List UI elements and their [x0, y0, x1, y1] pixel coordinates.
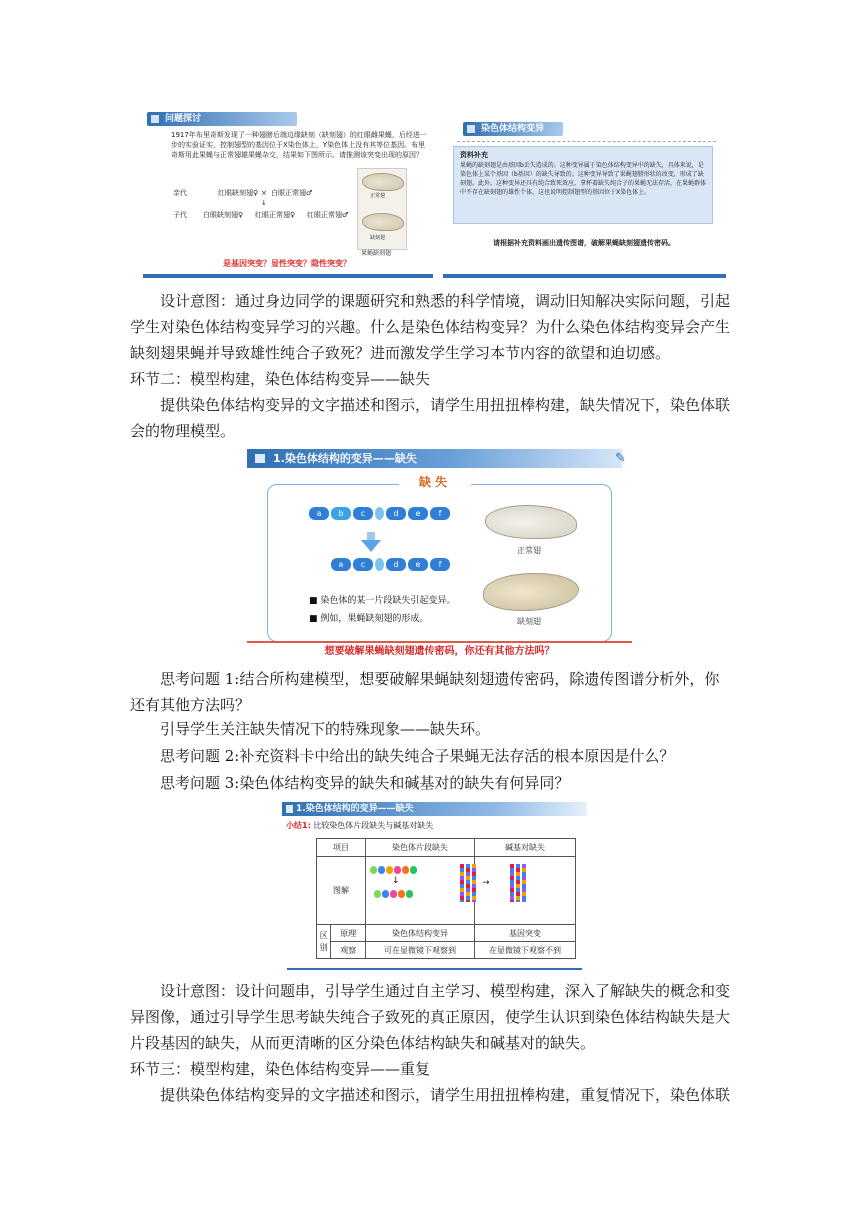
- cross-arrow: ↓: [261, 199, 267, 207]
- row-observe-label: 观察: [331, 942, 366, 959]
- section-2-title: 环节二：模型构建，染色体结构变异——缺失: [130, 370, 431, 388]
- dna-strand-icon: [466, 864, 470, 902]
- cross-f1-label: 子代: [173, 211, 187, 219]
- pencil-icon: ✎: [615, 451, 626, 466]
- cross-f1-b: 红眼正常翅♀: [255, 211, 296, 219]
- gene-a: a: [331, 558, 351, 571]
- gene-b: b: [331, 507, 351, 520]
- panel-title: 染色体结构变异: [481, 124, 545, 134]
- centromere: [375, 507, 384, 520]
- row-diagram-label: 图解: [317, 857, 366, 925]
- instruction-text: 请根据补充资料画出遗传图谱，破解果蝇缺刻翅遗传密码。: [493, 239, 675, 247]
- dna-strand-icon: [472, 864, 476, 902]
- dna-strand-icon: [516, 864, 520, 902]
- cross-parent-male: 白眼正常翅♂: [271, 189, 313, 197]
- wing-caption-cut: 缺刻翅: [517, 617, 541, 626]
- gene-d: d: [386, 558, 406, 571]
- section-2-text: 提供染色体结构变异的文字描述和图示，请学生用扭扭棒构建，缺失情况下，染色体联会的物理模型。: [130, 396, 731, 440]
- book-icon: [467, 125, 475, 133]
- mini-chromosome-original: [370, 866, 418, 874]
- cross-f1-c: 红眼正常翅♂: [307, 211, 349, 219]
- footer-text: 想要破解果蝇缺刻翅遗传密码，你还有其他方法吗？: [324, 646, 555, 657]
- gene-c: c: [353, 558, 373, 571]
- gene-f: f: [430, 507, 450, 520]
- gene-a: a: [309, 507, 329, 520]
- slide-deletion: [247, 449, 632, 664]
- deletion-label: 缺失: [399, 472, 471, 492]
- down-arrow-icon: [361, 540, 381, 552]
- cross-parent-female: 红眼缺刻翅♀: [218, 189, 259, 197]
- cross-symbol: ×: [261, 189, 267, 197]
- slide-title: 1.染色体结构的变异——缺失: [273, 452, 417, 465]
- panel-header: [147, 112, 297, 126]
- dna-strand-icon: [510, 864, 514, 902]
- panel-bottom-bar: [443, 274, 726, 278]
- section-3-text: 提供染色体结构变异的文字描述和图示，请学生用扭扭棒构建，重复情况下，染色体联: [160, 1086, 730, 1104]
- comparison-table: [316, 838, 576, 959]
- row-principle-label: 原理: [331, 925, 366, 942]
- summary-text: 比较染色体片段缺失与碱基对缺失: [313, 821, 434, 830]
- cross-parent-label: 亲代: [173, 189, 187, 197]
- panel-problem: [143, 108, 433, 278]
- design-intent-1: 设计意图：通过身边同学的课题研究和熟悉的科学情境，调动旧知解决实际问题，引起学生对染色体结构变异学习的兴趣。什么是染色体结构变异？为什么染色体结构变异会产生缺刻翅果蝇并导致雄性纯合子致死？进而激发学生学习本节内容的欲望和迫切感。: [130, 292, 731, 362]
- panel-chrom-variation: [443, 108, 726, 278]
- panel-title: 问题探讨: [165, 114, 202, 124]
- bullet-2: ■ 例如，果蝇缺刻翅的形成。: [309, 614, 429, 624]
- bullet-1: ■ 染色体的某一片段缺失引起变异。: [309, 596, 456, 606]
- mini-chromosome-deleted: [374, 890, 414, 898]
- note-heading: 资料补充: [460, 151, 488, 159]
- slide-title-bar: [247, 449, 622, 468]
- summary-label: 小结1:: [286, 821, 311, 830]
- slide-problem-discussion: [143, 108, 726, 278]
- book-icon: [255, 454, 265, 463]
- cell-principle-chrom: 染色体结构变异: [366, 925, 475, 942]
- table-row: [317, 942, 576, 959]
- panel-header: [463, 122, 563, 136]
- wing-label-normal: 正常翅: [370, 193, 386, 199]
- header-chrom: 染色体片段缺失: [366, 839, 475, 857]
- mutation-question: 是基因突变？显性突变？隐性突变？: [223, 259, 351, 268]
- design-intent-2: 设计意图：设计问题串，引导学生通过自主学习、模型构建，深入了解缺失的概念和变异图像，通过引导学生思考缺失纯合子致死的真正原因，使学生认识到染色体结构缺失是大片段基因的缺失，从而更清晰的区分染色体结构缺失和碱基对的缺失。: [130, 982, 731, 1052]
- dna-strand-icon: [460, 864, 464, 902]
- gene-c: c: [353, 507, 373, 520]
- cell-observe-chrom: 可在显微镜下观察到: [366, 942, 475, 959]
- note-text: 果蝇的缺刻翅是由基因b丢失造成的。这种变异属于染色体结构变异中的缺失，具体来说，是染色体上某个基因（b基因）的缺失导致的。这种变异导致了果蝇翅膀形状的改变，形成了缺刻翅。此外，这种变异还具有纯合致死效应，拿杯着缺失纯合子的果蝇无法存活，在果蝇群体中不存在缺刻翅的雄性个体，这也说明控制翅型的基因位于X染色体上。: [460, 162, 707, 196]
- cut-wing-image: [362, 213, 404, 231]
- mini-right-arrow-icon: →: [482, 878, 490, 888]
- table-row: [317, 857, 576, 925]
- question-2: 思考问题 2:补充资料卡中给出的缺失纯合子果蝇无法存活的根本原因是什么？: [160, 747, 675, 765]
- slide-comparison: [282, 802, 587, 970]
- gene-e: e: [408, 507, 428, 520]
- divider: [457, 141, 716, 142]
- row-diff-label: 区别: [317, 925, 331, 959]
- question-3: 思考问题 3:染色体结构变异的缺失和碱基对的缺失有何异同？: [160, 774, 570, 792]
- slide-footer-question: [247, 644, 632, 660]
- supplement-note: [453, 146, 713, 224]
- guide-text: 引导学生关注缺失情况下的特殊现象——缺失环。: [160, 720, 491, 738]
- cell-observe-base: 在显微镜下观察不到: [475, 942, 576, 959]
- arrow-stem: [367, 532, 375, 540]
- problem-text: 1917年布里奇斯发现了一种翅膀后端边缘缺刻（缺刻翅）的红眼雌果蝇，后经进一步的实验证实，控制翅型的基因位于X染色体上，Y染色体上没有其等位基因。布里奇斯用此果蝇与正常翅雄果蝇杂交，结果如下图所示。请推测该突变出现的原因？: [171, 131, 427, 159]
- gene-d: d: [386, 507, 406, 520]
- header-item: 项目: [317, 839, 366, 857]
- chromosome-original: [309, 507, 452, 520]
- cross-f1-a: 白眼缺刻翅♀: [203, 211, 244, 219]
- wing-caption-normal: 正常翅: [517, 546, 541, 555]
- wing-caption: 果蝇缺刻翅: [361, 250, 392, 257]
- mini-down-arrow-icon: ↓: [392, 876, 400, 886]
- centromere: [375, 558, 384, 571]
- slide-bottom-bar: [287, 968, 582, 970]
- normal-wing-image: [485, 505, 577, 539]
- chromosome-deleted: [331, 558, 452, 571]
- section-3-title: 环节三：模型构建，染色体结构变异——重复: [130, 1060, 431, 1078]
- book-icon: [151, 115, 159, 123]
- slide-title-bar: [282, 802, 587, 816]
- normal-wing-image: [362, 173, 404, 191]
- question-1: 思考问题 1:结合所构建模型，想要破解果蝇缺刻翅遗传密码，除遗传图谱分析外，你还有其他方法吗？: [130, 670, 720, 714]
- wing-photo: [357, 168, 407, 250]
- table-row: [317, 925, 576, 942]
- wing-label-cut: 缺刻翅: [370, 235, 386, 241]
- slide-title: 1.染色体结构的变异——缺失: [296, 804, 414, 814]
- gene-e: e: [408, 558, 428, 571]
- book-icon: [286, 805, 293, 813]
- cell-principle-base: 基因突变: [475, 925, 576, 942]
- gene-f: f: [430, 558, 450, 571]
- header-base: 碱基对缺失: [475, 839, 576, 857]
- panel-bottom-bar: [143, 274, 433, 278]
- table-row: [317, 839, 576, 857]
- summary-heading: [286, 820, 433, 831]
- dna-strand-icon: [522, 864, 526, 902]
